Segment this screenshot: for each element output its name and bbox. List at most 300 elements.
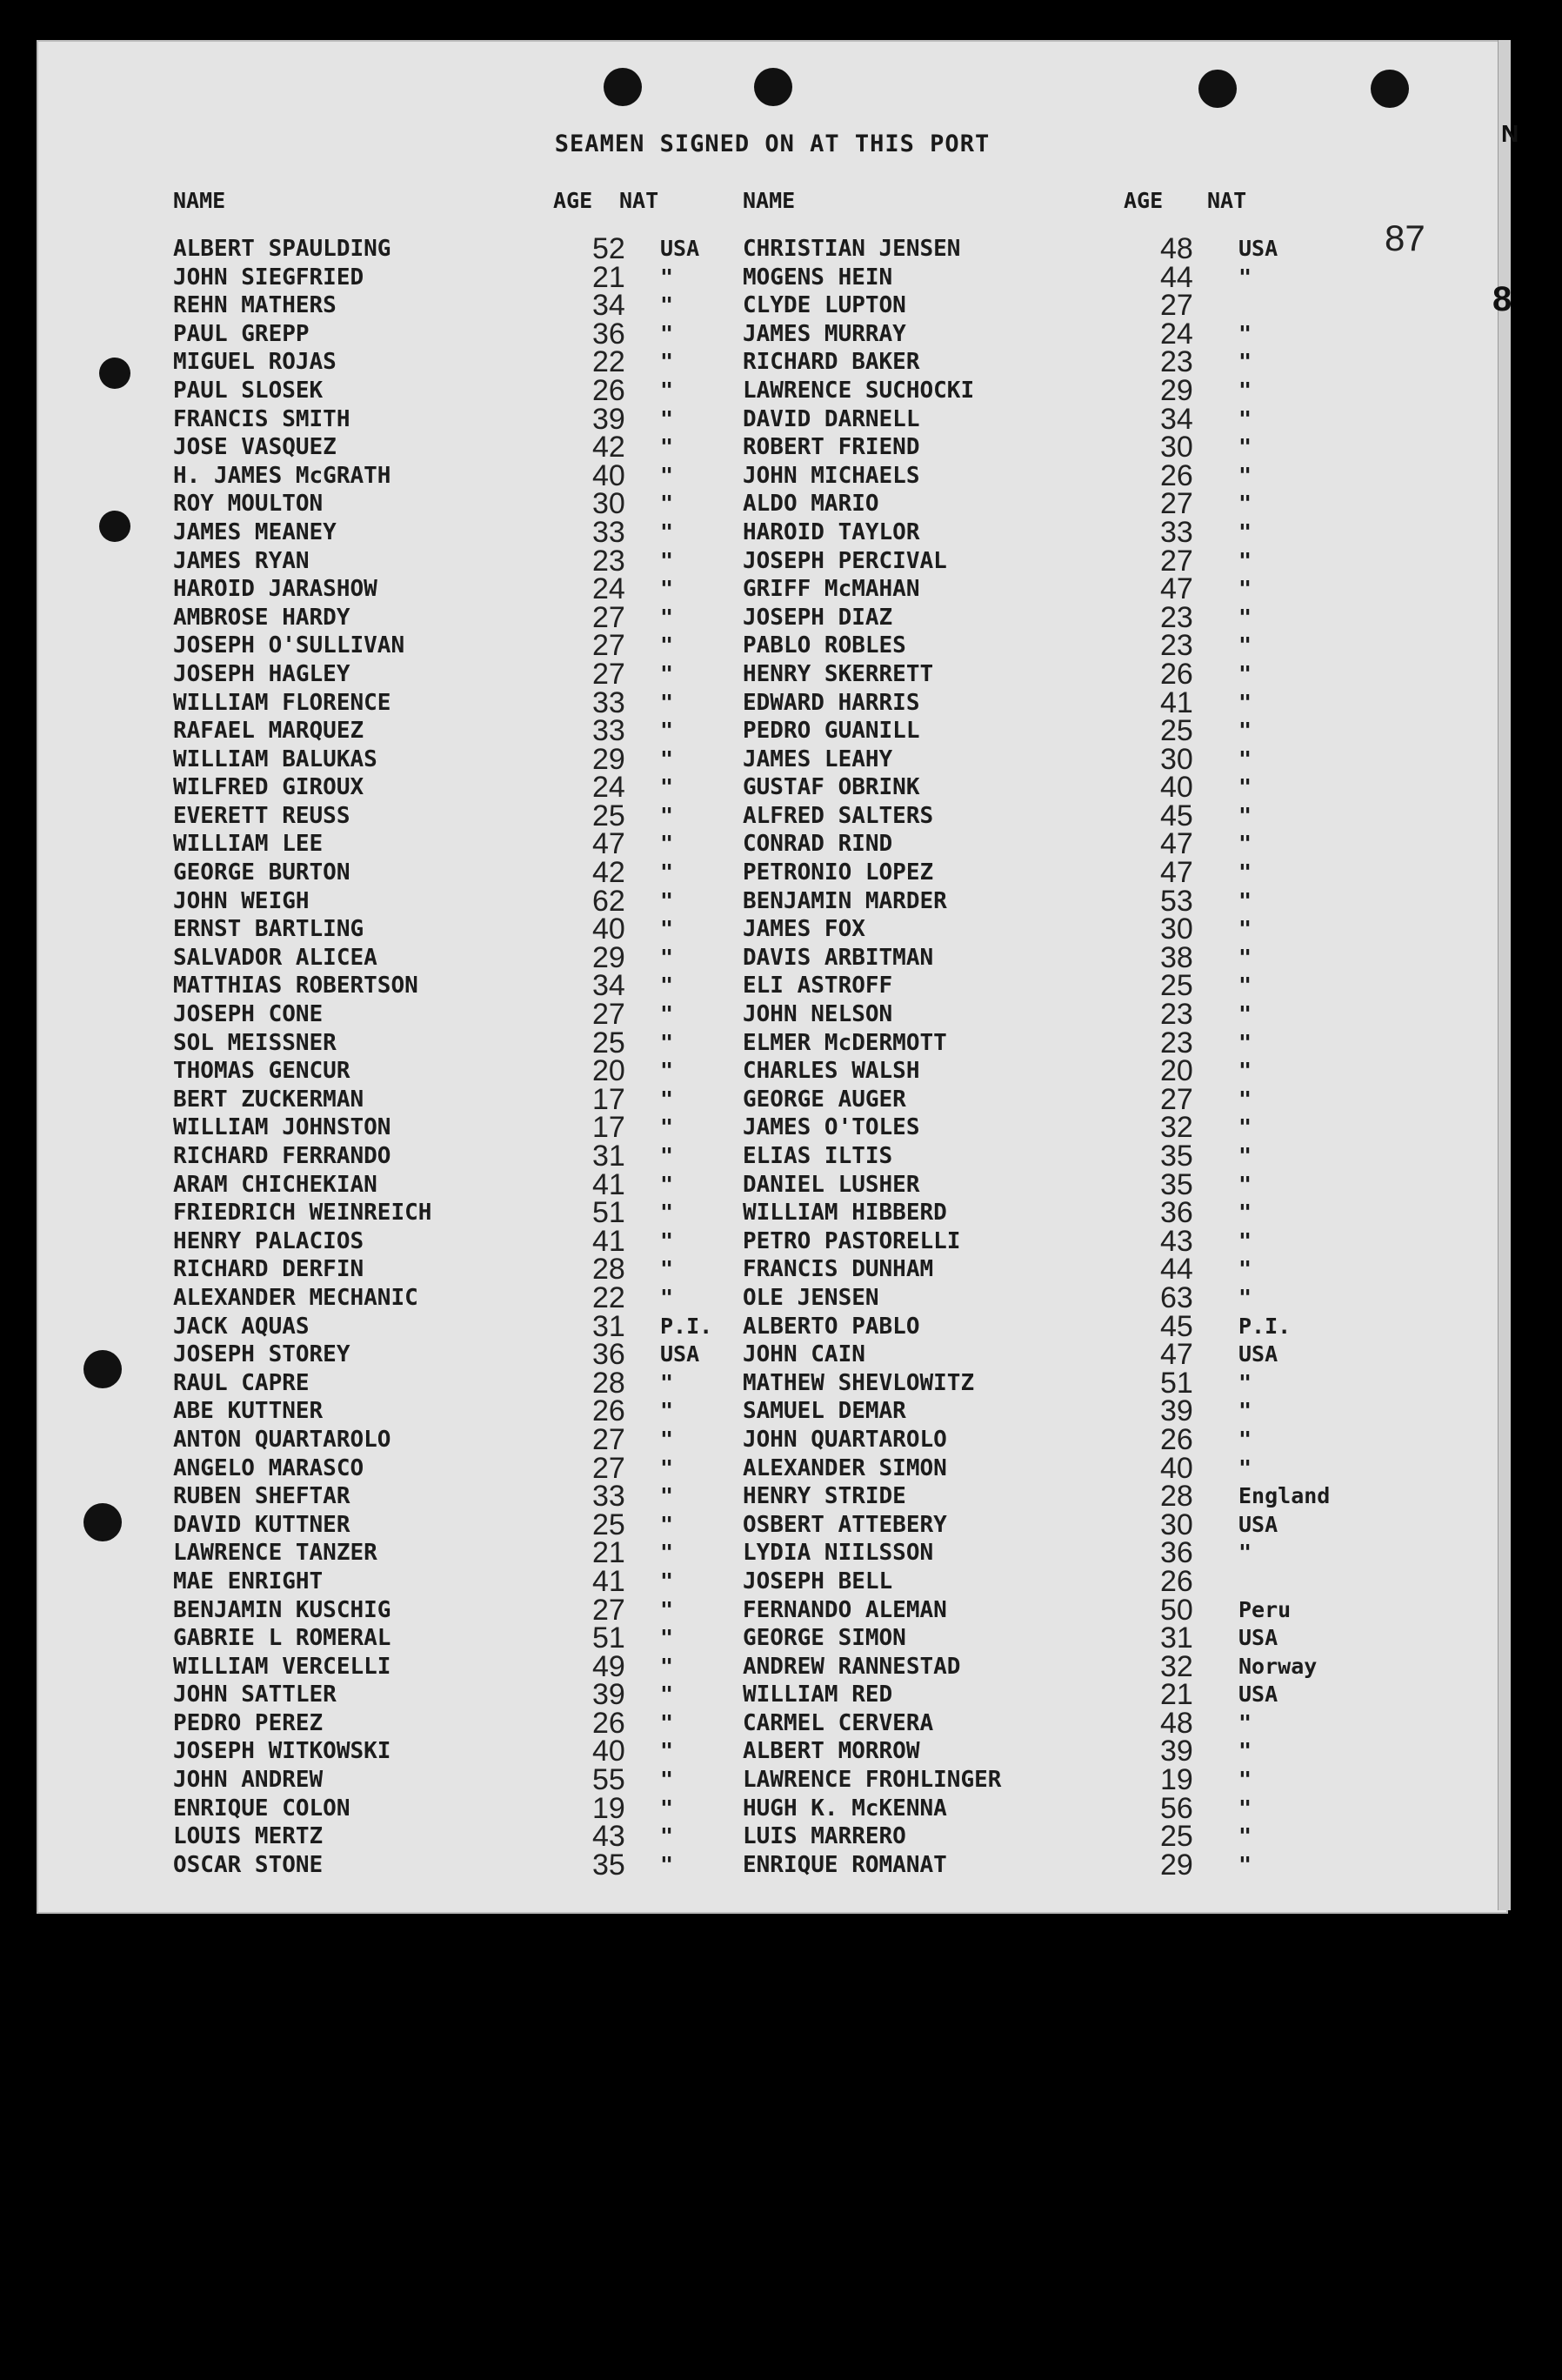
seaman-name: CHRISTIAN JENSEN xyxy=(743,236,961,262)
seaman-nationality: " xyxy=(1238,774,1252,800)
seaman-age: 28 xyxy=(1160,1480,1193,1514)
seaman-age: 47 xyxy=(592,827,625,861)
seaman-name: GABRIE L ROMERAL xyxy=(173,1625,391,1652)
seaman-nationality: " xyxy=(660,1426,674,1452)
seaman-age: 40 xyxy=(592,913,625,946)
seaman-age: 41 xyxy=(1160,685,1193,719)
right-roster-column xyxy=(743,232,1439,1882)
seaman-name: RICHARD BAKER xyxy=(743,349,920,376)
punch-hole xyxy=(1371,70,1409,108)
seaman-nationality: " xyxy=(1238,745,1252,772)
roster-row xyxy=(743,289,1439,323)
roster-row xyxy=(743,1536,1439,1570)
seaman-nationality: USA xyxy=(1238,1625,1278,1651)
seaman-age: 43 xyxy=(592,1820,625,1854)
roster-row xyxy=(743,884,1439,918)
roster-row xyxy=(743,940,1439,974)
seaman-nationality: " xyxy=(660,916,674,942)
seaman-nationality: " xyxy=(1238,1767,1252,1793)
seaman-nationality: P.I. xyxy=(1238,1313,1292,1339)
roster-row xyxy=(173,1366,712,1400)
roster-row xyxy=(173,1508,712,1541)
seaman-name: DAVIS ARBITMAN xyxy=(743,944,934,971)
seaman-name: FRANCIS SMITH xyxy=(173,405,350,432)
seaman-name: GEORGE BURTON xyxy=(173,859,350,886)
seaman-age: 43 xyxy=(1160,1224,1193,1258)
manifest-page xyxy=(37,40,1508,1914)
seaman-nationality: USA xyxy=(1238,1511,1278,1537)
seaman-nationality: USA xyxy=(660,1341,700,1367)
seaman-nationality: " xyxy=(1238,1200,1252,1226)
seaman-age: 22 xyxy=(592,345,625,379)
seaman-age: 48 xyxy=(1160,1706,1193,1740)
seaman-age: 34 xyxy=(1160,402,1193,436)
seaman-name: JOSEPH BELL xyxy=(743,1568,893,1594)
seaman-name: LAWRENCE SUCHOCKI xyxy=(743,377,975,404)
seaman-name: DAVID DARNELL xyxy=(743,405,920,432)
seaman-name: JOSEPH O'SULLIVAN xyxy=(173,632,405,659)
seaman-nationality: " xyxy=(1238,1738,1252,1764)
seaman-age: 41 xyxy=(592,1167,625,1201)
roster-row xyxy=(743,1737,1439,1766)
roster-row xyxy=(173,685,712,719)
roster-row xyxy=(173,969,712,1003)
seaman-nationality: " xyxy=(660,547,674,573)
seaman-age: 34 xyxy=(592,289,625,323)
seaman-nationality: " xyxy=(660,1540,674,1566)
roster-row xyxy=(743,1309,1439,1343)
roster-row xyxy=(173,373,712,407)
seaman-nationality: " xyxy=(660,1284,674,1310)
roster-row xyxy=(173,1422,712,1456)
seaman-nationality: " xyxy=(660,1369,674,1395)
seaman-age: 30 xyxy=(1160,913,1193,946)
seaman-name: AMBROSE HARDY xyxy=(173,604,350,631)
roster-row xyxy=(743,1026,1439,1060)
seaman-nationality: " xyxy=(1238,973,1252,999)
seaman-age: 39 xyxy=(592,402,625,436)
seaman-nationality: " xyxy=(660,1767,674,1793)
seaman-age: 39 xyxy=(592,1678,625,1712)
roster-row xyxy=(743,1848,1439,1882)
seaman-age: 27 xyxy=(592,998,625,1032)
seaman-name: ALFRED SALTERS xyxy=(743,802,934,829)
roster-row xyxy=(743,1649,1439,1683)
seaman-name: JAMES MEANEY xyxy=(173,518,337,545)
seaman-nationality: " xyxy=(1238,1795,1252,1821)
roster-row xyxy=(173,1196,712,1230)
seaman-name: JAMES LEAHY xyxy=(743,745,893,772)
seaman-age: 19 xyxy=(592,1791,625,1825)
seaman-age: 40 xyxy=(1160,1451,1193,1485)
right-nat-header: NAT xyxy=(1207,188,1247,213)
roster-row xyxy=(743,799,1439,832)
roster-row xyxy=(173,572,712,606)
seaman-name: JOSEPH PERCIVAL xyxy=(743,547,947,574)
margin-mark: N xyxy=(1501,120,1519,147)
seaman-age: 26 xyxy=(592,373,625,407)
seaman-name: JOHN WEIGH xyxy=(173,887,310,914)
seaman-age: 21 xyxy=(1160,1678,1193,1712)
seaman-nationality: " xyxy=(1238,547,1252,573)
seaman-nationality: " xyxy=(660,1596,674,1622)
seaman-name: WILFRED GIROUX xyxy=(173,774,364,801)
seaman-age: 33 xyxy=(592,714,625,748)
right-age-header: AGE xyxy=(1124,188,1164,213)
seaman-nationality: " xyxy=(660,1681,674,1708)
seaman-age: 35 xyxy=(592,1848,625,1882)
seaman-nationality: " xyxy=(660,1738,674,1764)
seaman-name: JOSEPH CONE xyxy=(173,1001,324,1028)
page-title: SEAMEN SIGNED ON AT THIS PORT xyxy=(554,130,991,157)
seaman-nationality: USA xyxy=(660,236,700,261)
seaman-name: ENRIQUE ROMANAT xyxy=(743,1851,947,1878)
seaman-nationality: " xyxy=(1238,1709,1252,1735)
seaman-age: 28 xyxy=(592,1253,625,1287)
roster-row xyxy=(173,1167,712,1201)
seaman-name: GUSTAF OBRINK xyxy=(743,774,920,801)
seaman-name: WILLIAM VERCELLI xyxy=(173,1653,391,1680)
seaman-name: HENRY STRIDE xyxy=(743,1483,906,1510)
seaman-name: ALBERT MORROW xyxy=(743,1738,920,1765)
seaman-name: PABLO ROBLES xyxy=(743,632,906,659)
seaman-age: 27 xyxy=(1160,1082,1193,1116)
seaman-name: ELMER McDERMOTT xyxy=(743,1029,947,1056)
seaman-name: FERNANDO ALEMAN xyxy=(743,1596,947,1623)
roster-row xyxy=(173,629,712,663)
roster-row xyxy=(173,1564,712,1598)
seaman-age: 26 xyxy=(1160,458,1193,492)
seaman-name: BENJAMIN KUSCHIG xyxy=(173,1596,391,1623)
roster-row xyxy=(743,1763,1439,1797)
seaman-nationality: " xyxy=(1238,320,1252,346)
seaman-age: 23 xyxy=(1160,600,1193,634)
seaman-age: 40 xyxy=(1160,771,1193,805)
margin-mark: 8 xyxy=(1492,280,1512,318)
seaman-name: RUBEN SHEFTAR xyxy=(173,1483,350,1510)
seaman-name: RAFAEL MARQUEZ xyxy=(173,718,364,745)
seaman-age: 36 xyxy=(592,317,625,351)
seaman-age: 51 xyxy=(592,1621,625,1655)
roster-row xyxy=(173,458,712,492)
seaman-age: 53 xyxy=(1160,884,1193,918)
seaman-nationality: " xyxy=(660,377,674,403)
roster-row xyxy=(743,1480,1439,1514)
seaman-age: 50 xyxy=(1160,1593,1193,1627)
roster-row xyxy=(173,742,712,776)
seaman-age: 21 xyxy=(592,260,625,294)
roster-row xyxy=(173,600,712,634)
seaman-age: 33 xyxy=(592,515,625,549)
seaman-age: 27 xyxy=(1160,544,1193,578)
roster-row xyxy=(743,915,1439,944)
seaman-age: 33 xyxy=(592,685,625,719)
seaman-age: 47 xyxy=(1160,572,1193,606)
seaman-age: 51 xyxy=(592,1196,625,1230)
seaman-nationality: " xyxy=(1238,1227,1252,1254)
roster-row xyxy=(173,1791,712,1825)
seaman-name: WILLIAM BALUKAS xyxy=(173,745,377,772)
seaman-name: MAE ENRIGHT xyxy=(173,1568,324,1594)
punch-hole xyxy=(754,68,792,106)
seaman-age: 44 xyxy=(1160,1253,1193,1287)
seaman-name: BENJAMIN MARDER xyxy=(743,887,947,914)
seaman-name: CLYDE LUPTON xyxy=(743,292,906,319)
roster-row xyxy=(173,1737,712,1766)
seaman-name: MOGENS HEIN xyxy=(743,264,893,291)
roster-row xyxy=(743,1791,1439,1825)
roster-row xyxy=(743,657,1439,691)
seaman-age: 25 xyxy=(592,1026,625,1060)
seaman-age: 47 xyxy=(1160,1338,1193,1372)
seaman-nationality: " xyxy=(660,944,674,970)
seaman-nationality: " xyxy=(1238,1454,1252,1481)
seaman-name: REHN MATHERS xyxy=(173,292,337,319)
seaman-nationality: " xyxy=(660,518,674,545)
seaman-age: 51 xyxy=(1160,1366,1193,1400)
seaman-nationality: " xyxy=(1238,802,1252,828)
punch-hole xyxy=(83,1350,122,1388)
roster-row xyxy=(173,1451,712,1485)
seaman-name: RICHARD FERRANDO xyxy=(173,1143,391,1169)
seaman-name: WILLIAM JOHNSTON xyxy=(173,1114,391,1141)
seaman-name: FRANCIS DUNHAM xyxy=(743,1256,934,1283)
roster-row xyxy=(173,289,712,323)
seaman-nationality: " xyxy=(1238,1143,1252,1168)
left-nat-header: NAT xyxy=(619,188,659,213)
seaman-nationality: " xyxy=(660,859,674,886)
seaman-age: 29 xyxy=(592,940,625,974)
seaman-nationality: " xyxy=(660,887,674,913)
roster-row xyxy=(173,856,712,890)
seaman-nationality: " xyxy=(660,632,674,659)
seaman-age: 29 xyxy=(1160,373,1193,407)
roster-row xyxy=(743,998,1439,1032)
roster-row xyxy=(173,771,712,805)
seaman-name: LUIS MARRERO xyxy=(743,1823,906,1850)
seaman-nationality: " xyxy=(1238,264,1252,290)
seaman-age: 36 xyxy=(592,1338,625,1372)
seaman-name: DAVID KUTTNER xyxy=(173,1511,350,1538)
seaman-nationality: " xyxy=(660,831,674,857)
seaman-age: 26 xyxy=(1160,657,1193,691)
seaman-name: LOUIS MERTZ xyxy=(173,1823,324,1850)
seaman-age: 30 xyxy=(1160,742,1193,776)
roster-row xyxy=(173,1026,712,1060)
seaman-name: ABE KUTTNER xyxy=(173,1398,324,1425)
seaman-age: 23 xyxy=(1160,345,1193,379)
seaman-name: ANDREW RANNESTAD xyxy=(743,1653,961,1680)
punch-hole xyxy=(1198,70,1237,108)
roster-row xyxy=(173,402,712,436)
seaman-age: 36 xyxy=(1160,1536,1193,1570)
seaman-age: 33 xyxy=(1160,515,1193,549)
seaman-nationality: Norway xyxy=(1238,1653,1318,1679)
seaman-age: 45 xyxy=(1160,799,1193,832)
seaman-nationality: " xyxy=(660,1398,674,1424)
seaman-nationality: " xyxy=(1238,944,1252,970)
seaman-nationality: " xyxy=(660,745,674,772)
seaman-age: 56 xyxy=(1160,1791,1193,1825)
roster-row xyxy=(173,487,712,521)
seaman-name: ALDO MARIO xyxy=(743,491,879,518)
seaman-age: 45 xyxy=(1160,1309,1193,1343)
seaman-age: 33 xyxy=(592,1480,625,1514)
punch-hole xyxy=(99,511,130,542)
seaman-nationality: " xyxy=(660,973,674,999)
seaman-nationality: " xyxy=(1238,1029,1252,1055)
seaman-name: THOMAS GENCUR xyxy=(173,1058,350,1085)
seaman-name: ANGELO MARASCO xyxy=(173,1454,364,1481)
seaman-age: 30 xyxy=(592,487,625,521)
seaman-nationality: USA xyxy=(1238,236,1278,261)
seaman-name: SAMUEL DEMAR xyxy=(743,1398,906,1425)
seaman-age: 23 xyxy=(592,544,625,578)
seaman-age: 19 xyxy=(1160,1763,1193,1797)
roster-row xyxy=(173,1593,712,1627)
seaman-nationality: " xyxy=(1238,632,1252,659)
roster-row xyxy=(173,714,712,748)
seaman-name: H. JAMES McGRATH xyxy=(173,462,391,489)
seaman-name: OLE JENSEN xyxy=(743,1284,879,1311)
seaman-nationality: USA xyxy=(1238,1341,1278,1367)
seaman-nationality: " xyxy=(660,604,674,630)
roster-row xyxy=(173,232,712,265)
seaman-name: JAMES FOX xyxy=(743,916,865,943)
seaman-age: 39 xyxy=(1160,1735,1193,1768)
seaman-name: CHARLES WALSH xyxy=(743,1058,920,1085)
seaman-age: 20 xyxy=(592,1054,625,1088)
seaman-age: 25 xyxy=(592,799,625,832)
seaman-nationality: " xyxy=(660,1709,674,1735)
seaman-name: MATTHIAS ROBERTSON xyxy=(173,973,418,999)
seaman-age: 35 xyxy=(1160,1167,1193,1201)
roster-row xyxy=(173,1309,713,1343)
seaman-nationality: " xyxy=(1238,1114,1252,1140)
seaman-nationality: " xyxy=(660,1086,674,1112)
seaman-nationality: " xyxy=(660,1001,674,1027)
seaman-name: JAMES O'TOLES xyxy=(743,1114,920,1141)
seaman-nationality: " xyxy=(660,774,674,800)
roster-row xyxy=(173,915,712,944)
seaman-name: ELIAS ILTIS xyxy=(743,1143,893,1169)
seaman-age: 32 xyxy=(1160,1649,1193,1683)
roster-row xyxy=(743,600,1439,634)
seaman-age: 27 xyxy=(1160,487,1193,521)
roster-row xyxy=(743,1253,1439,1287)
seaman-age: 27 xyxy=(592,1593,625,1627)
roster-row xyxy=(743,317,1439,351)
seaman-name: PEDRO GUANILL xyxy=(743,718,920,745)
seaman-name: MATHEW SHEVLOWITZ xyxy=(743,1369,975,1396)
seaman-age: 41 xyxy=(592,1224,625,1258)
seaman-name: ARAM CHICHEKIAN xyxy=(173,1171,377,1198)
seaman-nationality: " xyxy=(1238,377,1252,403)
roster-row xyxy=(173,1649,712,1683)
roster-row xyxy=(743,1422,1439,1456)
seaman-nationality: " xyxy=(660,1029,674,1055)
seaman-name: JOHN SIEGFRIED xyxy=(173,264,364,291)
seaman-age: 47 xyxy=(1160,856,1193,890)
roster-row xyxy=(173,1480,712,1514)
seaman-nationality: " xyxy=(1238,718,1252,744)
roster-row xyxy=(173,1338,712,1372)
seaman-nationality: " xyxy=(1238,1256,1252,1282)
roster-row xyxy=(743,1196,1439,1230)
seaman-age: 17 xyxy=(592,1111,625,1145)
seaman-age: 25 xyxy=(1160,714,1193,748)
seaman-nationality: " xyxy=(660,1483,674,1509)
seaman-age: 42 xyxy=(592,431,625,465)
seaman-age: 29 xyxy=(1160,1848,1193,1882)
seaman-age: 36 xyxy=(1160,1196,1193,1230)
seaman-nationality: " xyxy=(1238,916,1252,942)
page-edge xyxy=(1498,40,1511,1910)
seaman-nationality: " xyxy=(660,718,674,744)
seaman-name: ALEXANDER MECHANIC xyxy=(173,1284,418,1311)
punch-hole xyxy=(83,1503,122,1541)
seaman-age: 25 xyxy=(1160,969,1193,1003)
seaman-age: 62 xyxy=(592,884,625,918)
seaman-name: LAWRENCE FROHLINGER xyxy=(743,1767,1002,1794)
roster-row xyxy=(743,431,1439,465)
seaman-age: 27 xyxy=(592,657,625,691)
seaman-age: 26 xyxy=(1160,1564,1193,1598)
seaman-nationality: " xyxy=(660,1511,674,1537)
seaman-nationality: " xyxy=(660,1625,674,1651)
roster-row xyxy=(743,856,1439,890)
seaman-name: GEORGE SIMON xyxy=(743,1625,906,1652)
seaman-nationality: " xyxy=(1238,576,1252,602)
roster-row xyxy=(743,1593,1439,1627)
seaman-age: 25 xyxy=(592,1508,625,1541)
seaman-name: JOSEPH WITKOWSKI xyxy=(173,1738,391,1765)
roster-row xyxy=(173,1082,712,1116)
seaman-nationality: " xyxy=(660,1568,674,1594)
roster-row xyxy=(743,544,1439,578)
roster-row xyxy=(173,1111,712,1145)
roster-row xyxy=(743,629,1439,663)
roster-row xyxy=(743,685,1439,719)
seaman-age: 41 xyxy=(592,1564,625,1598)
seaman-name: HAROID JARASHOW xyxy=(173,576,377,603)
roster-row xyxy=(173,884,712,918)
roster-row xyxy=(173,657,712,691)
seaman-name: BERT ZUCKERMAN xyxy=(173,1086,364,1113)
roster-row xyxy=(743,1820,1439,1854)
roster-row xyxy=(173,1536,712,1570)
roster-row xyxy=(173,1763,712,1797)
seaman-name: JOHN CAIN xyxy=(743,1341,865,1368)
seaman-name: SALVADOR ALICEA xyxy=(173,944,377,971)
seaman-nationality: " xyxy=(660,802,674,828)
seaman-nationality: " xyxy=(660,349,674,375)
seaman-age: 38 xyxy=(1160,940,1193,974)
roster-row xyxy=(173,431,712,465)
roster-row xyxy=(173,940,712,974)
seaman-age: 21 xyxy=(592,1536,625,1570)
seaman-name: LYDIA NIILSSON xyxy=(743,1540,934,1567)
left-name-header: NAME xyxy=(173,188,226,213)
seaman-name: ERNST BARTLING xyxy=(173,916,364,943)
roster-row xyxy=(743,515,1439,549)
roster-row xyxy=(743,1280,1439,1314)
seaman-age: 22 xyxy=(592,1280,625,1314)
seaman-age: 40 xyxy=(592,458,625,492)
roster-row xyxy=(743,742,1439,776)
seaman-age: 44 xyxy=(1160,260,1193,294)
seaman-nationality: " xyxy=(660,491,674,517)
